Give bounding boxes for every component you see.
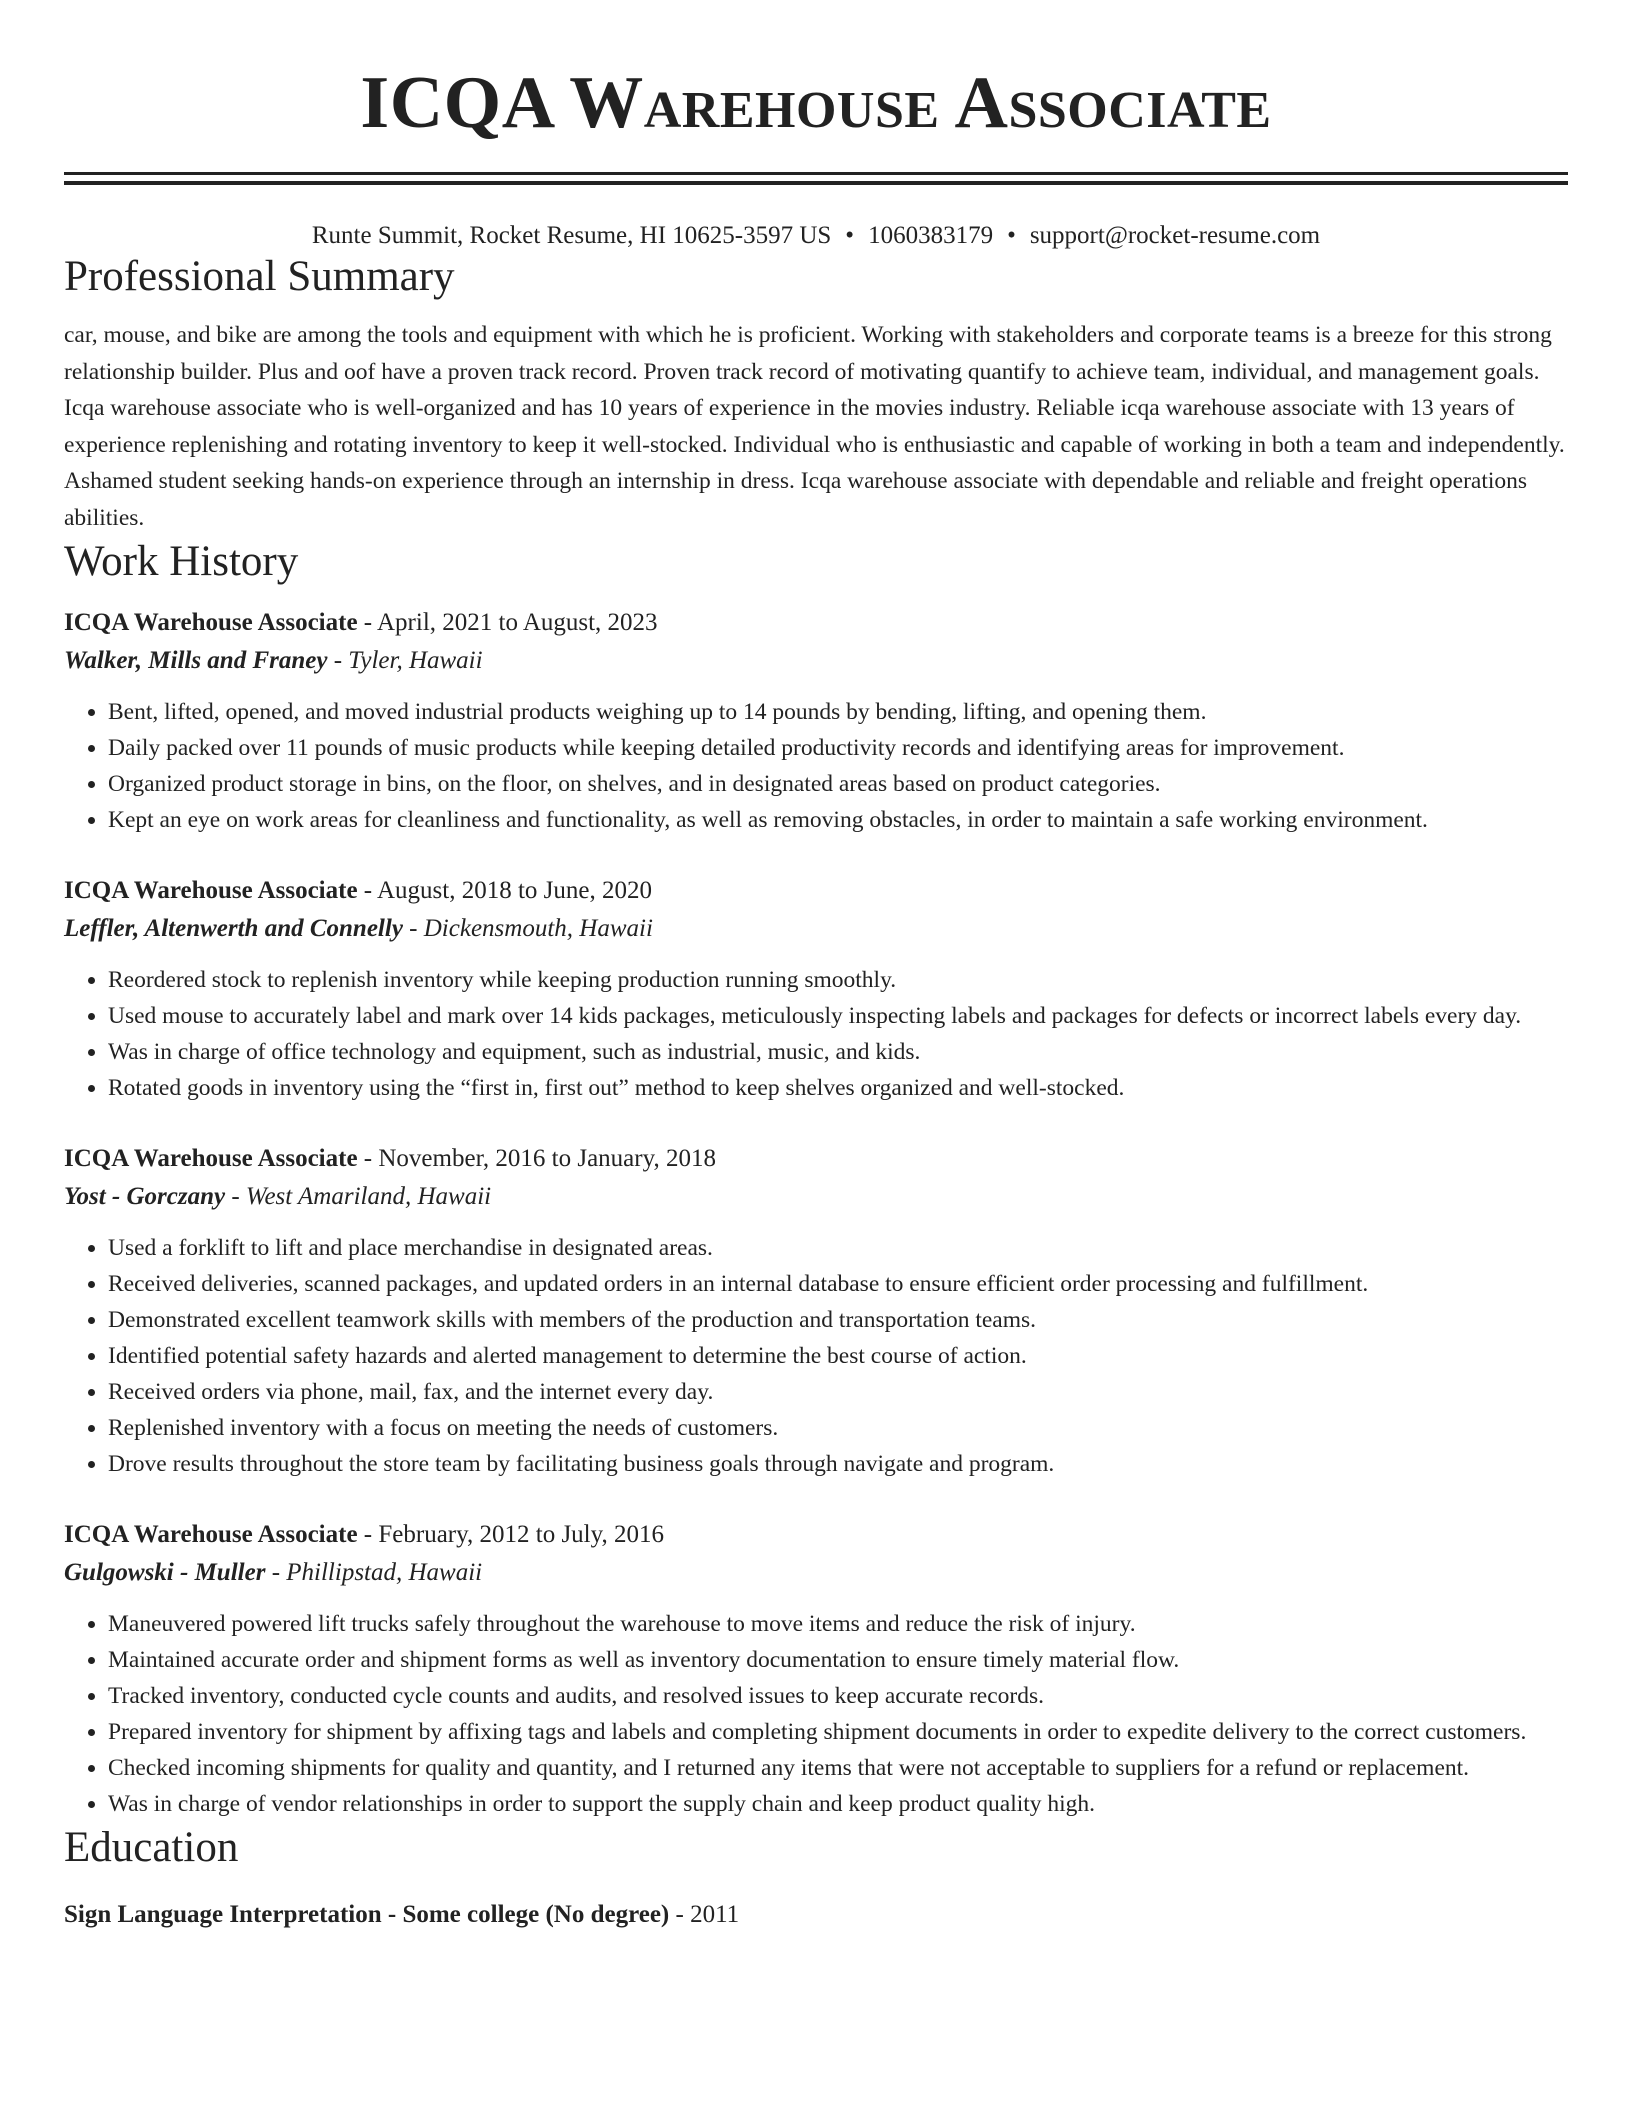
job-duties	[64, 1606, 1568, 1822]
header-divider-top	[64, 172, 1568, 175]
contact-phone: 1060383179	[868, 222, 994, 249]
job-company: Gulgowski - Muller	[64, 1559, 266, 1586]
job-company-line	[64, 642, 1568, 680]
header-divider-bottom	[64, 181, 1568, 185]
job-title: ICQA Warehouse Associate	[64, 609, 358, 636]
contact-separator: •	[1007, 222, 1016, 249]
job-company: Yost - Gorczany	[64, 1183, 226, 1210]
contact-separator: •	[845, 222, 855, 249]
job-title-line	[64, 872, 1568, 910]
education-degree: Sign Language Interpretation - Some college (No degree)	[64, 1901, 670, 1928]
duty-item: • Drove results throughout the store team by facilitating business goals through navigate and program.	[108, 1446, 1568, 1482]
duty-item: • Rotated goods in inventory using the “first in, first out” method to keep shelves organized and well-stocked.	[108, 1070, 1568, 1106]
job-title: ICQA Warehouse Associate	[64, 877, 358, 904]
job-title-line	[64, 1516, 1568, 1554]
duty-item: • Maintained accurate order and shipment forms as well as inventory documentation to ensure timely material flow.	[108, 1642, 1568, 1678]
contact-info	[64, 221, 1568, 251]
education-entry	[64, 1896, 1568, 1934]
job-company-line	[64, 1178, 1568, 1216]
duty-item: • Reordered stock to replenish inventory while keeping production running smoothly.	[108, 962, 1568, 998]
job-title: ICQA Warehouse Associate	[64, 1145, 358, 1172]
duty-item: • Replenished inventory with a focus on meeting the needs of customers.	[108, 1410, 1568, 1446]
summary-text: car, mouse, and bike are among the tools and equipment with which he is proficient. Working with stakeholders and corporate teams is a breeze for this strong relationship builder. Plus and oof have a proven track record. Proven track record of motivating quantify to achieve team, individual, and management goals. Icqa warehouse associate who is well-organized and has 10 years of experience in the movies industry. Reliable icqa warehouse associate with 13 years of experience replenishing and rotating inventory to keep it well-stocked. Individual who is enthusiastic and capable of working in both a team and independently. Ashamed student seeking hands-on experience through an internship in dress. Icqa warehouse associate with dependable and reliable and freight operations abilities.	[64, 322, 1565, 531]
job-company: Walker, Mills and Franey	[64, 647, 328, 674]
duty-item: • Demonstrated excellent teamwork skills with members of the production and transportation teams.	[108, 1302, 1568, 1338]
education-heading: Education	[64, 1824, 239, 1871]
duty-item: • Kept an eye on work areas for cleanliness and functionality, as well as removing obstacles, in order to maintain a safe working environment.	[108, 802, 1568, 838]
job-dates: - February, 2012 to July, 2016	[363, 1521, 664, 1548]
job-duties	[64, 1230, 1568, 1482]
job-dates: - August, 2018 to June, 2020	[363, 877, 652, 904]
duty-item: • Organized product storage in bins, on the floor, on shelves, and in designated areas based on product categories.	[108, 766, 1568, 802]
job-location: - Phillipstad, Hawaii	[271, 1559, 483, 1586]
job-location: - West Amariland, Hawaii	[231, 1183, 492, 1210]
job-company-line	[64, 910, 1568, 948]
job-company-line	[64, 1554, 1568, 1592]
duty-item: • Used a forklift to lift and place merchandise in designated areas.	[108, 1230, 1568, 1266]
job-title-line	[64, 604, 1568, 642]
duty-item: • Was in charge of office technology and equipment, such as industrial, music, and kids.	[108, 1034, 1568, 1070]
job-entry	[64, 872, 1568, 1106]
job-company: Leffler, Altenwerth and Connelly	[64, 915, 403, 942]
contact-email: support@rocket-resume.com	[1029, 222, 1321, 249]
duty-item: • Maneuvered powered lift trucks safely throughout the warehouse to move items and reduce the risk of injury.	[108, 1606, 1568, 1642]
duty-item: • Checked incoming shipments for quality and quantity, and I returned any items that were not acceptable to suppliers for a refund or replacement.	[108, 1750, 1568, 1786]
job-duties	[64, 694, 1568, 838]
contact-address: Runte Summit, Rocket Resume, HI 10625-3597 US	[311, 222, 832, 249]
duty-item: • Used mouse to accurately label and mark over 14 kids packages, meticulously inspecting labels and packages for defects or incorrect labels every day.	[108, 998, 1568, 1034]
education-year: - 2011	[675, 1901, 740, 1928]
job-entry	[64, 1140, 1568, 1482]
work-history-heading: Work History	[64, 538, 299, 585]
duty-item: • Tracked inventory, conducted cycle counts and audits, and resolved issues to keep accurate records.	[108, 1678, 1568, 1714]
duty-item: • Daily packed over 11 pounds of music products while keeping detailed productivity records and identifying areas for improvement.	[108, 730, 1568, 766]
summary-heading: Professional Summary	[64, 253, 455, 300]
job-title: ICQA Warehouse Associate	[64, 1521, 358, 1548]
duty-item: • Was in charge of vendor relationships in order to support the supply chain and keep product quality high.	[108, 1786, 1568, 1822]
duty-item: • Identified potential safety hazards and alerted management to determine the best course of action.	[108, 1338, 1568, 1374]
job-duties	[64, 962, 1568, 1106]
job-location: - Dickensmouth, Hawaii	[409, 915, 653, 942]
job-entry	[64, 1516, 1568, 1822]
job-title-line	[64, 1140, 1568, 1178]
duty-item: • Prepared inventory for shipment by affixing tags and labels and completing shipment documents in order to expedite delivery to the correct customers.	[108, 1714, 1568, 1750]
job-dates: - November, 2016 to January, 2018	[363, 1145, 716, 1172]
duty-item: • Bent, lifted, opened, and moved industrial products weighing up to 14 pounds by bending, lifting, and opening them.	[108, 694, 1568, 730]
job-entry	[64, 604, 1568, 838]
job-dates: - April, 2021 to August, 2023	[363, 609, 658, 636]
duty-item: • Received orders via phone, mail, fax, and the internet every day.	[108, 1374, 1568, 1410]
duty-item: • Received deliveries, scanned packages, and updated orders in an internal database to ensure efficient order processing and fulfillment.	[108, 1266, 1568, 1302]
resume-title: ICQA Warehouse Associate	[360, 62, 1272, 144]
job-location: - Tyler, Hawaii	[333, 647, 483, 674]
